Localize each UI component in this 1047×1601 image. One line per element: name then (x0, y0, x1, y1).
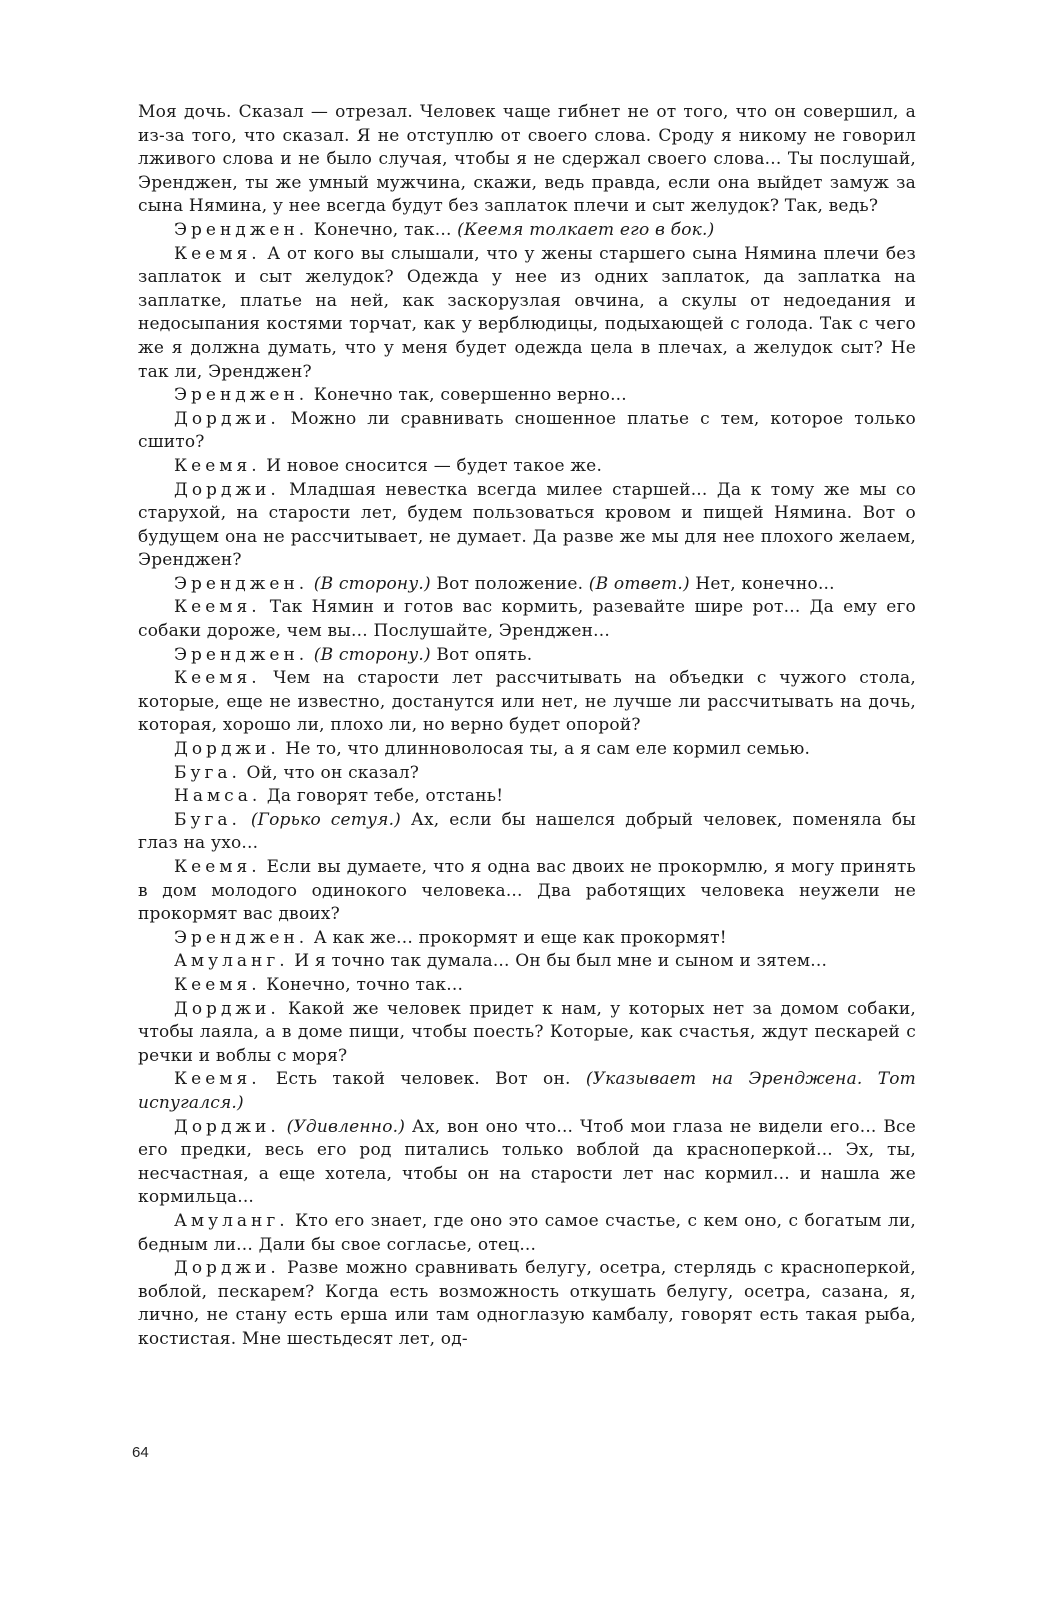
stage-direction: (В ответ.) (588, 573, 690, 594)
stage-direction: (Кеемя толкает его в бок.) (457, 219, 715, 240)
dialogue-line (138, 455, 916, 479)
speaker-name: Дорджи. (174, 479, 280, 500)
dialogue-line (138, 998, 916, 1069)
speaker-name: Эренджен. (174, 385, 309, 406)
line-text: Моя дочь. Сказал — отрезал. Человек чаще гибнет не от того, что он совершил, а из-за того, что сказал. Я не отступлю от своего слова. Сроду я никому не говорил лживого слова и не было случая, чтобы я не сдержал своего слова... Ты послушай, Эренджен, ты же умный мужчина, скажи, ведь правда, если она выйдет замуж за сына Нямина, у нее всегда будут без заплаток плечи и сыт желудок? Так, ведь? (138, 102, 916, 217)
speaker-name: Буга. (174, 762, 241, 783)
dialogue-line (138, 809, 916, 856)
text-paragraph (138, 101, 916, 219)
line-text: Кто его знает, где оно это самое счастье, с кем оно, с богатым ли, бедным ли... Дали бы свое согласье, отец... (138, 1210, 916, 1255)
line-text: И я точно так думала... Он бы был мне и сыном и зятем... (288, 951, 828, 972)
stage-direction: (Горько сетуя.) (250, 809, 402, 830)
line-text: Чем на старости лет рассчитывать на объедки с чужого стола, которые, еще не известно, достанутся или нет, не лучше ли рассчитывать на дочь, которая, хорошо ли, плохо ли, но верно будет опорой? (138, 668, 916, 736)
speaker-name: Намса. (174, 786, 262, 807)
dialogue-line (138, 573, 916, 597)
line-text (280, 1117, 287, 1137)
dialogue-line (138, 243, 916, 385)
line-text: И новое сносится — будет такое же. (260, 455, 603, 476)
line-text: Есть такой человек. Вот он. (260, 1069, 586, 1090)
stage-direction: (Указывает на Эренджена. Тот испугался.) (138, 1069, 916, 1113)
dialogue-line (138, 1068, 916, 1115)
page-text (138, 101, 916, 1351)
dialogue-line (138, 596, 916, 643)
speaker-name: Дорджи. (174, 998, 280, 1019)
line-text: Ой, что он сказал? (240, 762, 420, 783)
speaker-name: Кеемя. (174, 857, 261, 877)
line-text: Младшая невестка всегда милее старшей... Да к тому же мы со старухой, на старости лет, будем пользоваться кровом и пищей Нямина. Вот о будущем она не рассчитывает, не думает. Да разве же мы для нее плохого желаем, Эренджен? (138, 479, 916, 571)
speaker-name: Эренджен. (174, 644, 309, 665)
line-text: Ах, если бы нашелся добрый человек, поменяла бы глаз на ухо... (138, 809, 917, 854)
line-text: А от кого вы слышали, что у жены старшего сына Нямина плечи без заплаток и сыт желудок? Одежда у нее из одних заплаток, да заплатка на заплатке, платье на ней, как заскорузлая овчина, а скулы от недоедания и недосыпания костями торчат, как у верблюдицы, подыхающей с голода. Так с чего же я должна думать, что у меня будет одежда цела в плечах, а желудок сыт? Не так ли, Эренджен? (138, 243, 916, 382)
speaker-name: Дорджи. (174, 1116, 280, 1137)
line-text: Вот положение. (430, 573, 589, 594)
speaker-name: Эренджен. (174, 219, 309, 240)
stage-direction: (Удивленно.) (286, 1116, 406, 1137)
dialogue-line (138, 1257, 916, 1351)
dialogue-line (138, 974, 916, 998)
line-text: Ах, вон оно что... Чтоб мои глаза не видели его... Все его предки, весь его род питались только воблой да красноперкой... Эх, ты, несчастная, а еще хотела, чтобы он на старости лет нас кормил... и нашла же кормильца... (138, 1116, 916, 1208)
speaker-name: Эренджен. (174, 573, 309, 594)
dialogue-line (138, 219, 916, 243)
speaker-name: Кеемя. (174, 455, 261, 476)
speaker-name: Амуланг. (174, 1210, 289, 1231)
stage-direction: (В сторону.) (313, 573, 431, 594)
line-text: Конечно, точно так... (260, 974, 464, 995)
dialogue-line (138, 1210, 916, 1257)
speaker-name: Эренджен. (174, 927, 309, 948)
line-text: Разве можно сравнивать белугу, осетра, стерлядь с красноперкой, воблой, пескарем? Когда есть возможность откушать белугу, осетра, сазана, я, лично, не стану есть ерша или там одноглазую камбалу, говорят есть такая рыба, костистая. Мне шестьдесят лет, од- (138, 1258, 916, 1349)
dialogue-line (138, 950, 916, 974)
dialogue-line (138, 856, 916, 927)
line-text: Конечно, так... (308, 219, 458, 240)
page-number: 64 (132, 1444, 149, 1461)
speaker-name: Дорджи. (174, 739, 280, 760)
dialogue-line (138, 644, 916, 668)
line-text: Не то, что длинноволосая ты, а я сам еле кормил семью. (279, 739, 811, 760)
dialogue-line (138, 785, 916, 809)
line-text: Какой же человек придет к нам, у которых нет за домом собаки, чтобы лаяла, а в доме пищи, чтобы поесть? Которые, как счастья, ждут пескарей с речки и воблы с моря? (138, 998, 916, 1066)
speaker-name: Амуланг. (174, 951, 289, 972)
dialogue-line (138, 927, 916, 951)
speaker-name: Буга. (174, 809, 241, 830)
speaker-name: Кеемя. (174, 1069, 261, 1090)
speaker-name: Кеемя. (174, 668, 261, 689)
dialogue-line (138, 738, 916, 762)
dialogue-line (138, 1116, 916, 1210)
line-text: Можно ли сравнивать сношенное платье с тем, которое только сшито? (138, 408, 916, 453)
dialogue-line (138, 667, 916, 738)
line-text: Да говорят тебе, отстань! (261, 786, 504, 807)
line-text: Нет, конечно... (689, 573, 835, 594)
speaker-name: Кеемя. (174, 243, 261, 264)
dialogue-line (138, 408, 916, 455)
dialogue-line (138, 384, 916, 408)
line-text: Вот опять. (430, 644, 533, 665)
speaker-name: Кеемя. (174, 974, 261, 995)
speaker-name: Кеемя. (174, 597, 261, 618)
line-text: Так Нямин и готов вас кормить, разевайте шире рот... Да ему его собаки дороже, чем вы... Послушайте, Эренджен... (138, 597, 916, 642)
speaker-name: Дорджи. (174, 408, 280, 429)
stage-direction: (В сторону.) (313, 644, 431, 665)
dialogue-line (138, 762, 916, 786)
speaker-name: Дорджи. (174, 1258, 280, 1279)
line-text: Если вы думаете, что я одна вас двоих не прокормлю, я могу принять в дом молодого одинокого человека... Два работящих человека неужели не прокормят вас двоих? (138, 857, 916, 925)
line-text: А как же... прокормят и еще как прокормят! (308, 927, 727, 948)
line-text: Конечно так, совершенно верно... (308, 385, 627, 406)
dialogue-line (138, 479, 916, 573)
line-text (241, 810, 251, 830)
